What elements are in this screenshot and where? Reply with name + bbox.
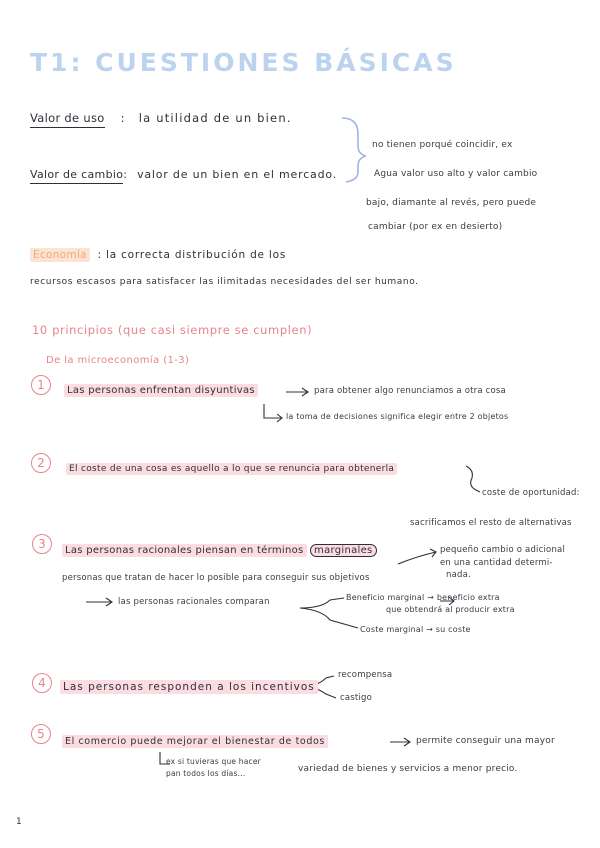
def-valor-cambio: valor de un bien en el mercado. xyxy=(137,168,338,181)
definition-economia xyxy=(30,250,286,261)
principle-3-benefit-1: Beneficio marginal → beneficio extra xyxy=(346,593,500,602)
principle-1-arrow-text: para obtener algo renunciamos a otra cosa xyxy=(314,386,506,396)
page-title: T1: CUESTIONES BÁSICAS xyxy=(30,48,457,77)
principle-1-text xyxy=(64,386,258,396)
side-note-line-4: cambiar (por ex en desierto) xyxy=(368,222,503,232)
principle-1-decision-text: la toma de decisiones significa elegir entre 2 objetos xyxy=(286,412,509,421)
principle-3-note-3: nada. xyxy=(446,570,471,580)
sep-valor-uso: : xyxy=(120,111,125,125)
principle-5-note-2: pan todos los días... xyxy=(166,769,246,778)
arrow-p1-down xyxy=(264,404,282,422)
side-note-line-3: bajo, diamante al revés, pero puede xyxy=(366,198,537,208)
principle-number-5: 5 xyxy=(31,724,51,744)
principle-number-2: 2 xyxy=(31,453,51,473)
principle-3-note-1: pequeño cambio o adicional xyxy=(440,545,566,555)
principle-5-highlight: El comercio puede mejorar el bienestar de todos xyxy=(62,735,328,748)
principle-number-4: 4 xyxy=(32,673,52,693)
principle-3-boxed: marginales xyxy=(310,544,377,557)
principle-5-text xyxy=(62,737,328,747)
curly-brace xyxy=(342,118,366,182)
principle-4-highlight: Las personas responden a los incentivos xyxy=(60,680,318,694)
def-valor-uso: la utilidad de un bien. xyxy=(138,111,292,125)
principle-2-text xyxy=(66,465,397,474)
principios-sub: De la microeconomía (1-3) xyxy=(46,355,190,366)
principle-3-compare: las personas racionales comparan xyxy=(118,597,270,607)
def-economia-2: recursos escasos para satisfacer las ilimitadas necesidades del ser humano. xyxy=(30,277,419,287)
principios-heading: 10 principios (que casi siempre se cumplen) xyxy=(32,323,313,337)
term-valor-cambio: Valor de cambio xyxy=(30,168,123,184)
definition-valor-cambio xyxy=(30,169,337,180)
definition-valor-uso xyxy=(30,113,292,125)
side-note-line-2: Agua valor uso alto y valor cambio xyxy=(374,169,538,179)
principle-4-option-2: castigo xyxy=(340,693,373,703)
principle-3-text xyxy=(62,546,377,556)
principle-5-note-1: ex si tuvieras que hacer xyxy=(166,757,261,766)
sep-valor-cambio: : xyxy=(123,168,128,181)
side-note-line-1: no tienen porqué coincidir, ex xyxy=(372,140,513,150)
principle-2-arrow-text: coste de oportunidad: xyxy=(482,488,580,498)
principle-4-text xyxy=(60,682,318,693)
arrow-p1-right xyxy=(286,388,308,396)
principle-4-option-1: recompensa xyxy=(338,670,393,680)
term-economia: Economía xyxy=(30,248,90,262)
principle-3-note-2: en una cantidad determi- xyxy=(440,558,553,568)
principle-5-line-2: variedad de bienes y servicios a menor precio. xyxy=(298,764,518,774)
principle-number-1: 1 xyxy=(31,375,51,395)
principle-2-note: sacrificamos el resto de alternativas xyxy=(410,518,572,528)
principle-3-benefit-2: que obtendrá al producir extra xyxy=(386,605,515,614)
term-valor-uso: Valor de uso xyxy=(30,111,105,128)
principle-2-highlight: El coste de una cosa es aquello a lo que se renuncia para obtenerla xyxy=(66,463,397,475)
principle-3-cost: Coste marginal → su coste xyxy=(360,625,471,634)
def-economia-1: : la correcta distribución de los xyxy=(97,249,287,261)
principle-3-highlight: Las personas racionales piensan en términos xyxy=(62,544,307,557)
arrow-p3-note xyxy=(398,549,436,564)
fork-p3 xyxy=(300,598,358,628)
principle-number-3: 3 xyxy=(32,534,52,554)
arrow-p5-right xyxy=(390,738,410,746)
page-number: 1 xyxy=(16,817,23,827)
arrow-p2 xyxy=(466,466,480,492)
principle-1-highlight: Las personas enfrentan disyuntivas xyxy=(64,384,258,397)
principle-3-continuation: personas que tratan de hacer lo posible para conseguir sus objetivos xyxy=(62,573,370,583)
principle-5-arrow-text: permite conseguir una mayor xyxy=(416,736,555,746)
arrow-p3-compare xyxy=(86,598,112,606)
